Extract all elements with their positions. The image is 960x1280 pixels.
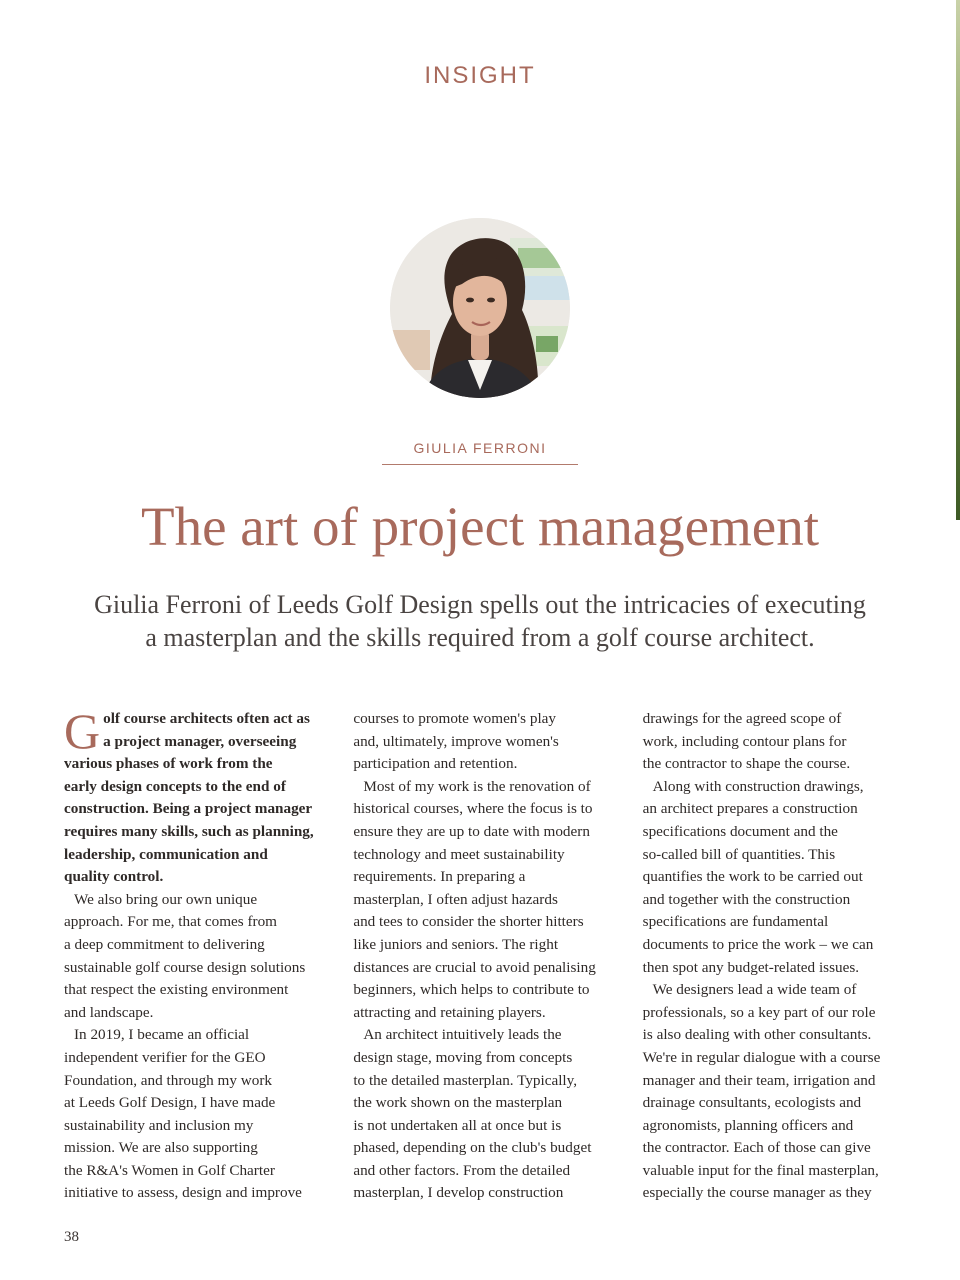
body-line: We also bring our own unique [74, 890, 258, 908]
body-line: like juniors and seniors. The right [353, 935, 559, 953]
body-line: is not undertaken all at once but is [353, 1116, 562, 1134]
body-line: independent verifier for the GEO [64, 1048, 266, 1066]
article-standfirst [60, 588, 900, 654]
body-line: drawings for the agreed scope of [642, 710, 842, 727]
body-line: attracting and retaining players. [353, 1003, 546, 1021]
body-line: We're in regular dialogue with a course [642, 1048, 881, 1066]
body-line: mission. We are also supporting [64, 1139, 258, 1157]
body-line: requires many skills, such as planning, [64, 822, 314, 840]
portrait-illustration [390, 218, 570, 398]
body-line: to the detailed masterplan. Typically, [353, 1071, 578, 1089]
body-line: the work shown on the masterplan [353, 1094, 563, 1112]
body-line: leadership, communication and [64, 845, 268, 863]
body-line: manager and their team, irrigation and [642, 1071, 876, 1089]
article-body [64, 703, 904, 1205]
standfirst-line: a masterplan and the skills required from a golf course architect. [145, 623, 815, 652]
body-line: and landscape. [64, 1003, 154, 1021]
body-line: the R&A's Women in Golf Charter [64, 1161, 275, 1179]
body-line: is also dealing with other consultants. [642, 1026, 872, 1044]
body-line: masterplan, I develop construction [353, 1184, 564, 1202]
body-line: professionals, so a key part of our role [642, 1003, 876, 1021]
body-line: and other factors. From the detailed [353, 1161, 571, 1179]
body-line: various phases of work from the [64, 755, 273, 773]
body-line: drainage consultants, ecologists and [642, 1094, 862, 1112]
body-column-2 [353, 708, 614, 1205]
body-line: at Leeds Golf Design, I have made [64, 1094, 276, 1112]
author-divider [382, 464, 578, 465]
body-line: the contractor to shape the course. [642, 755, 851, 773]
body-line: technology and meet sustainability [353, 845, 565, 863]
body-line: distances are crucial to avoid penalising [353, 958, 596, 976]
body-line: We designers lead a wide team of [652, 981, 857, 999]
body-line: agronomists, planning officers and [642, 1116, 854, 1134]
body-line: construction. Being a project manager [64, 800, 313, 818]
body-line: requirements. In preparing a [353, 868, 526, 886]
body-line: documents to price the work – we can [642, 935, 874, 953]
body-line: design stage, moving from concepts [353, 1048, 573, 1066]
body-line: specifications document and the [642, 822, 838, 840]
body-line: sustainable golf course design solutions [64, 958, 306, 976]
body-line: approach. For me, that comes from [64, 913, 277, 931]
body-column-3 [643, 708, 904, 1205]
drop-cap: G [64, 703, 101, 759]
section-label: INSIGHT [424, 62, 536, 89]
body-line: sustainability and inclusion my [64, 1116, 254, 1134]
body-line: courses to promote women's play [353, 710, 556, 727]
body-line: initiative to assess, design and improve [64, 1184, 302, 1202]
body-line: early design concepts to the end of [64, 777, 286, 795]
body-line: and together with the construction [642, 890, 851, 908]
body-line: historical courses, where the focus is to [353, 800, 593, 818]
body-line: An architect intuitively leads the [363, 1026, 562, 1044]
body-line: especially the course manager as they [642, 1184, 872, 1202]
body-line: Most of my work is the renovation of [363, 777, 591, 795]
body-line: Along with construction drawings, [652, 777, 864, 795]
body-line: participation and retention. [353, 755, 518, 773]
body-line: masterplan, I often adjust hazards [353, 890, 558, 908]
body-line: then spot any budget-related issues. [642, 958, 860, 976]
body-column-1 [64, 703, 325, 1205]
body-line: and, ultimately, improve women's [353, 732, 559, 750]
body-line: an architect prepares a construction [642, 800, 858, 818]
body-line: the contractor. Each of those can give [642, 1139, 871, 1157]
body-line: ensure they are up to date with modern [353, 822, 590, 840]
body-line: beginners, which helps to contribute to [353, 981, 590, 999]
lead-text: olf course architects often act as [103, 710, 310, 727]
body-line: quality control. [64, 868, 164, 886]
body-line: a project manager, overseeing [103, 732, 297, 750]
body-line: quantifies the work to be carried out [642, 868, 863, 886]
standfirst-line: Giulia Ferroni of Leeds Golf Design spells out the intricacies of executing [94, 590, 866, 619]
page-number: 38 [64, 1229, 79, 1245]
author-name: GIULIA FERRONI [413, 440, 547, 456]
body-line: phased, depending on the club's budget [353, 1139, 592, 1157]
body-line: work, including contour plans for [642, 732, 847, 750]
body-line: valuable input for the final masterplan, [642, 1161, 879, 1179]
body-line: Foundation, and through my work [64, 1071, 272, 1089]
body-line: so-called bill of quantities. This [642, 845, 836, 863]
body-line: specifications are fundamental [642, 913, 829, 931]
author-portrait [390, 218, 570, 398]
body-line: a deep commitment to delivering [64, 935, 265, 953]
body-line: that respect the existing environment [64, 981, 289, 999]
body-line: and tees to consider the shorter hitters [353, 913, 584, 931]
edge-image-strip [956, 0, 960, 520]
article-headline: The art of project management [140, 496, 820, 557]
body-line: In 2019, I became an official [74, 1026, 250, 1044]
